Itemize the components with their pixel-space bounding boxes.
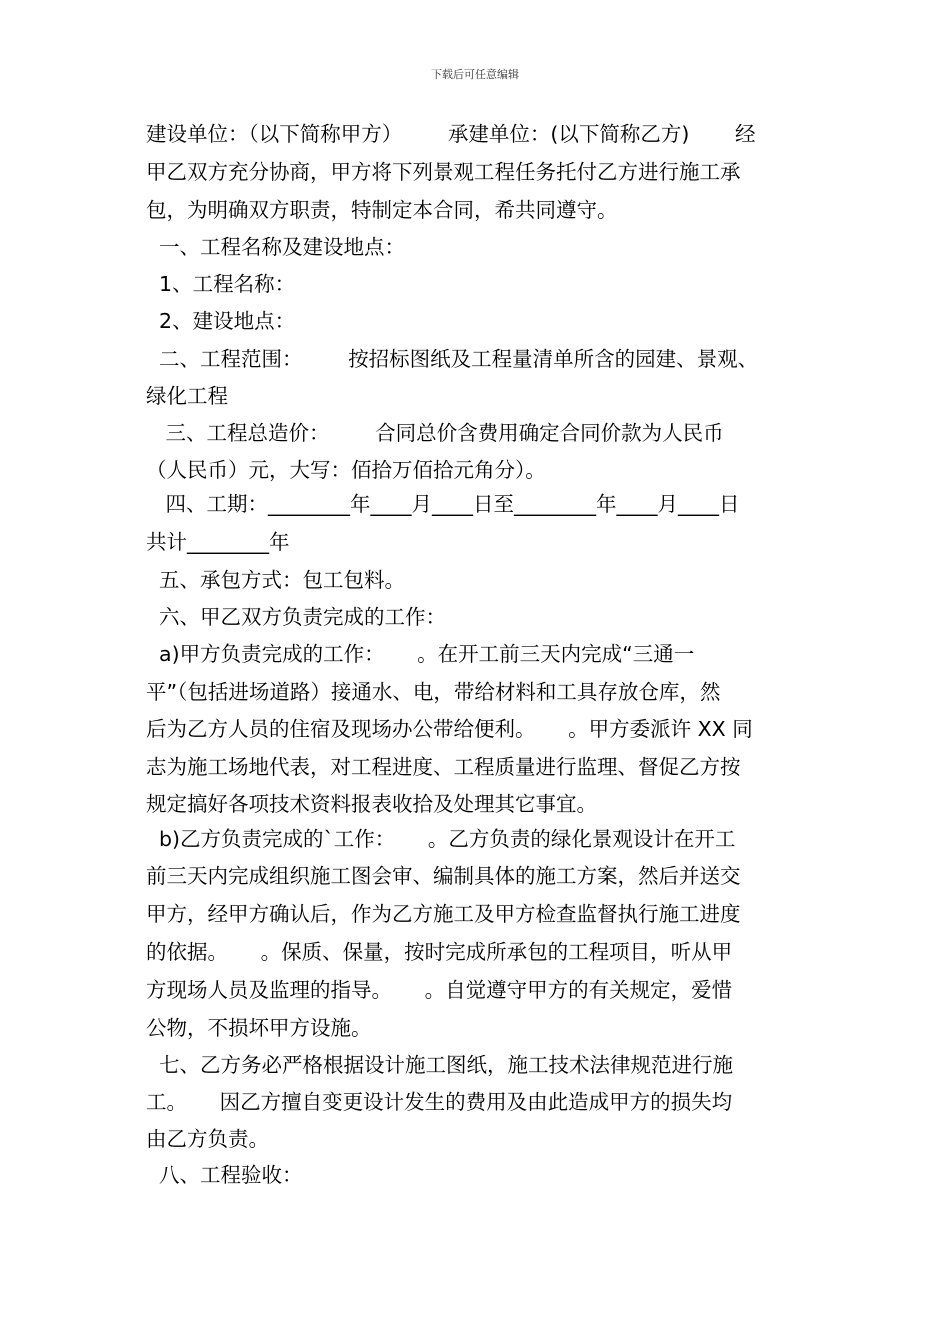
text-line: 平”（包括进场道路）接通水、电，带给材料和工具存放仓库，然 (146, 680, 721, 704)
text-line: （人民币）元，大写：佰拾万佰拾元角分）。 (146, 458, 546, 482)
text-line: 建设单位：（以下简称甲方） 承建单位：(以下简称乙方) 经 (146, 122, 756, 146)
text-line: 七、乙方务必严格根据设计施工图纸，施工技术法律规范进行施 (146, 1053, 734, 1077)
text-line: a)甲方负责完成的工作： 。在开工前三天内完成“三通一 (146, 642, 695, 666)
text-line: 五、承包方式：包工包料。 (146, 568, 406, 592)
text-line: 四、工期：________年____月____日至________年____月____日 (146, 492, 740, 516)
text-line: 规定搞好各项技术资料报表收拾及处理其它事宜。 (146, 792, 597, 816)
text-line: 1、工程名称： (146, 272, 296, 296)
text-line: 三、工程总造价： 合同总价含费用确定合同价款为人民币 (146, 421, 724, 445)
text-line: 由乙方负责。 (146, 1127, 269, 1151)
text-line: 绿化工程 (146, 384, 228, 408)
page-header: 下载后可任意编辑 (431, 68, 519, 81)
text-line: 六、甲乙双方负责完成的工作： (146, 605, 447, 629)
text-line: 志为施工场地代表，对工程进度、工程质量进行监理、督促乙方按 (146, 755, 741, 779)
text-line: 公物，不损坏甲方设施。 (146, 1016, 372, 1040)
text-line: 一、工程名称及建设地点： (146, 235, 406, 259)
text-line: 甲方，经甲方确认后，作为乙方施工及甲方检查监督执行施工进度 (146, 902, 741, 926)
text-line: 后为乙方人员的住宿及现场办公带给便利。 。甲方委派许 XX 同 (146, 717, 753, 741)
text-line: 2、建设地点： (146, 309, 296, 333)
text-line: 方现场人员及监理的指导。 。自觉遵守甲方的有关规定，爱惜 (146, 978, 733, 1002)
text-line: 八、工程验收： (146, 1163, 303, 1187)
text-line: b)乙方负责完成的`工作： 。乙方负责的绿化景观设计在开工 (146, 827, 736, 851)
text-line: 二、工程范围： 按招标图纸及工程量清单所含的园建、景观、 (146, 347, 759, 371)
text-line: 共计________年 (146, 530, 290, 554)
text-line: 包，为明确双方职责，特制定本合同，希共同遵守。 (146, 198, 618, 222)
text-line: 工。 因乙方擅自变更设计发生的费用及由此造成甲方的损失均 (146, 1090, 733, 1114)
text-line: 前三天内完成组织施工图会审、编制具体的施工方案，然后并送交 (146, 864, 741, 888)
text-line: 甲乙双方充分协商，甲方将下列景观工程任务托付乙方进行施工承 (146, 160, 741, 184)
text-line: 的依据。 。保质、保量，按时完成所承包的工程项目，听从甲 (146, 940, 733, 964)
